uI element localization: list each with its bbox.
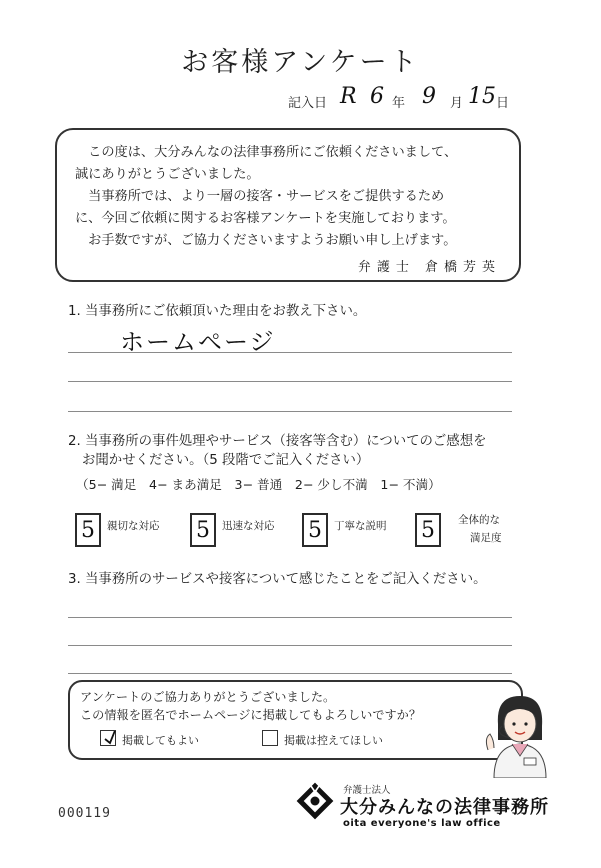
firm-logo-icon xyxy=(296,782,334,820)
rating-box-overall[interactable] xyxy=(415,513,441,547)
entry-date-year-unit: 年 xyxy=(392,96,406,111)
check-mark-icon xyxy=(101,731,117,747)
firm-type: 弁護士法人 xyxy=(343,785,391,796)
answer-line xyxy=(68,381,512,382)
intro-text: この度は、大分みんなの法律事務所にご依頼くださいまして、 誠にありがとうございました。 当事務所では、より一層の接客・サービスをご提供するため に、今回ご依頼に関するお客様アンケートを実施しております。 お手数ですが、ご協力くださいますようお願い申し上げます。 xyxy=(75,145,458,248)
receptionist-illustration xyxy=(480,690,560,778)
intro-box xyxy=(55,128,521,282)
entry-date-year: 6 xyxy=(370,84,384,109)
firm-name-en: oita everyone's law office xyxy=(343,818,501,829)
consent-deny-checkbox[interactable] xyxy=(262,730,278,746)
question-2-line2: お聞かせください。（5 段階でご記入ください） xyxy=(82,453,370,468)
answer-line xyxy=(68,673,512,674)
question-3: 3. 当事務所のサービスや接客について感じたことをご記入ください。 xyxy=(68,572,487,587)
consent-allow-label: 掲載してもよい xyxy=(122,734,199,747)
consent-box xyxy=(68,680,523,760)
question-1: 1. 当事務所にご依頼頂いた理由をお教え下さい。 xyxy=(68,304,367,319)
question-2-line1: 2. 当事務所の事件処理やサービス（接客等含む）についてのご感想を xyxy=(68,434,487,449)
consent-text: アンケートのご協力ありがとうございました。 この情報を匿名でホームページに掲載してもよろしいですか？ xyxy=(80,690,422,722)
rating-box-explanation[interactable] xyxy=(302,513,328,547)
rating-box-kind[interactable] xyxy=(75,513,101,547)
lawyer-signature: 弁護士 倉橋芳英 xyxy=(357,260,501,275)
rating-value: 5 xyxy=(81,517,95,543)
question-1-answer: ホームページ xyxy=(120,328,276,356)
rating-label-overall-line2: 満足度 xyxy=(470,532,502,544)
entry-date-day: 15 xyxy=(468,84,496,109)
answer-line xyxy=(68,352,512,353)
rating-scale: （5− 満足 4− まあ満足 3− 普通 2− 少し不満 1− 不満） xyxy=(76,477,441,492)
entry-date xyxy=(288,84,528,112)
answer-line xyxy=(68,411,512,412)
rating-label-speed: 迅速な対応 xyxy=(222,520,275,532)
rating-value: 5 xyxy=(308,517,322,543)
rating-label-overall-line1: 全体的な xyxy=(458,514,500,526)
page-title: お客様アンケート xyxy=(181,47,420,78)
consent-deny-label: 掲載は控えてほしい xyxy=(284,734,383,747)
rating-label-explanation: 丁寧な説明 xyxy=(334,520,387,532)
consent-allow-checkbox[interactable] xyxy=(100,730,116,746)
rating-box-speed[interactable] xyxy=(190,513,216,547)
entry-date-day-unit: 日 xyxy=(496,96,510,111)
answer-line xyxy=(68,645,512,646)
entry-date-label: 記入日 xyxy=(288,96,328,111)
serial-number: 000119 xyxy=(58,806,111,821)
rating-label-kind: 親切な対応 xyxy=(107,520,160,532)
rating-value: 5 xyxy=(421,517,435,543)
rating-value: 5 xyxy=(196,517,210,543)
firm-name: 大分みんなの法律事務所 xyxy=(340,797,549,818)
entry-date-month-unit: 月 xyxy=(450,96,464,111)
entry-date-era: R xyxy=(340,84,357,109)
answer-line xyxy=(68,617,512,618)
entry-date-month: 9 xyxy=(422,84,436,109)
